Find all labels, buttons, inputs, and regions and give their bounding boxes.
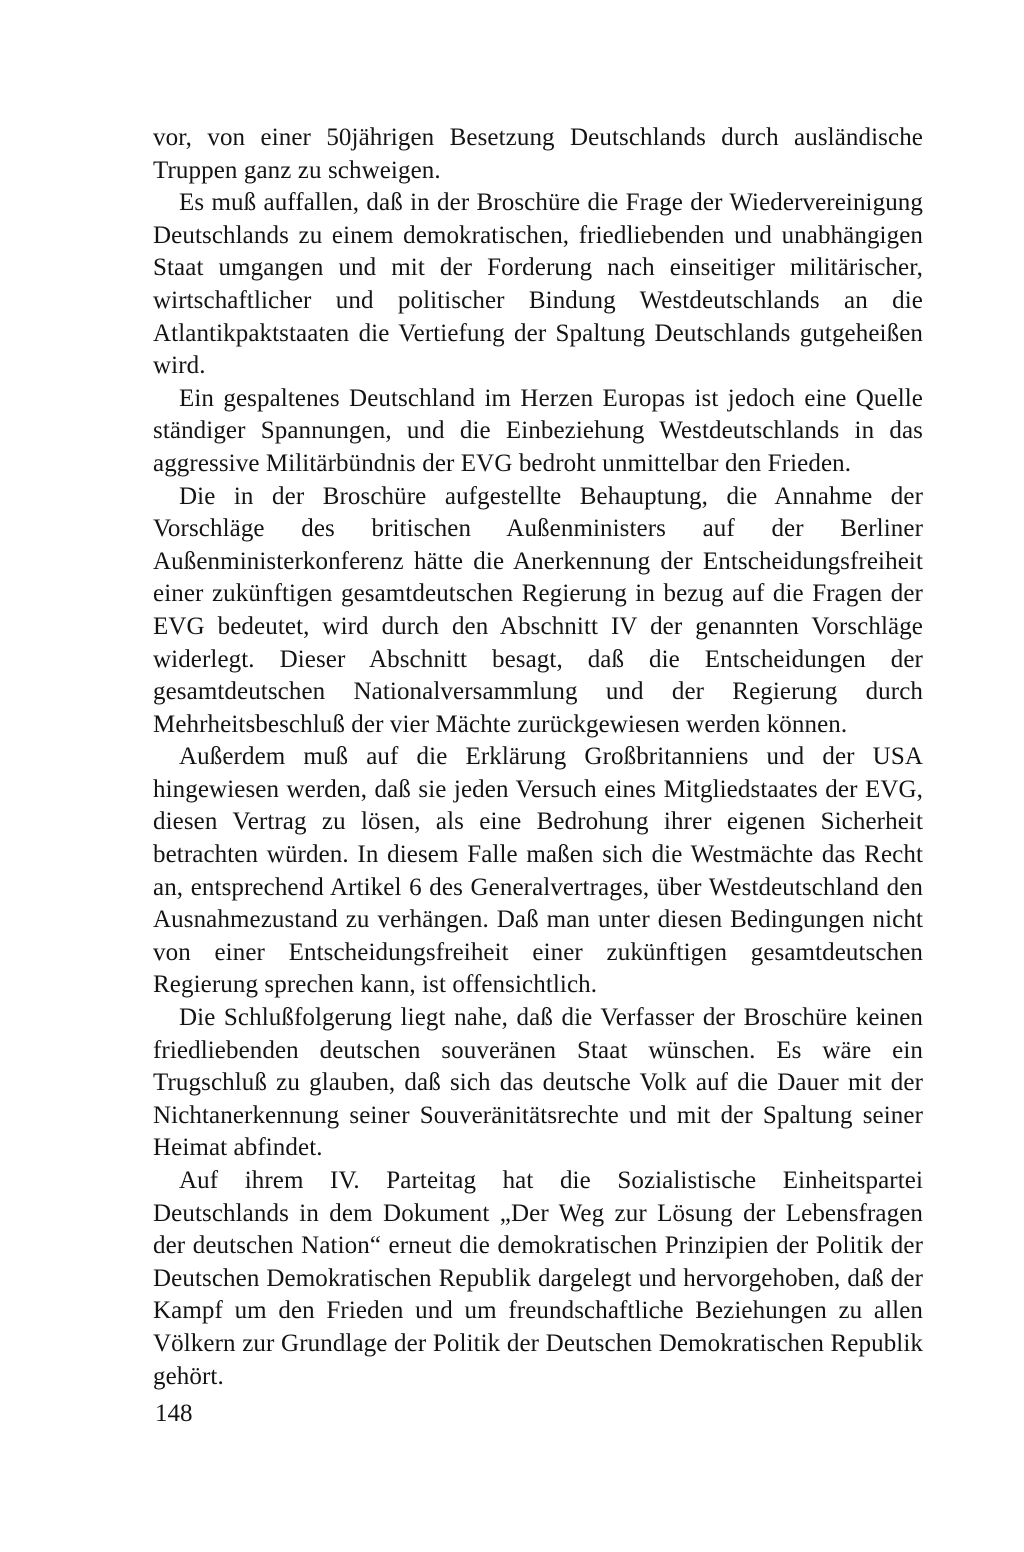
paragraph-continuation: vor, von einer 50jährigen Besetzung Deutschlands durch ausländische Truppen ganz zu schweigen. <box>153 124 923 184</box>
paragraph-declaration-uk-usa: Außerdem muß auf die Erklärung Großbritanniens und der USA hingewiesen werden, daß sie jeden Versuch eines Mitgliedstaates der EVG, diesen Vertrag zu lösen, als eine Bedrohung ihrer eigenen Sicherheit betrachten würden. In diesem Falle maßen sich die Westmächte das Recht an, entsprechend Artikel 6 des Generalvertrages, über Westdeutschland den Ausnahmezustand zu verhängen. Daß man unter diesen Bedingungen nicht von einer Entscheidungsfreiheit einer zukünftigen gesamtdeutschen Regierung sprechen kann, ist offensichtlich. <box>153 743 923 999</box>
paragraph-party-congress: Auf ihrem IV. Parteitag hat die Sozialistische Einheitspartei Deutschlands in dem Dokument „Der Weg zur Lösung der Lebensfragen der deutschen Nation“ erneut die demokratischen Prinzipien der Politik der Deutschen Demokratischen Republik dargelegt und hervorgehoben, daß der Kampf um den Frieden und um freundschaftliche Beziehungen zu allen Völkern zur Grundlage der Politik der Deutschen Demokratischen Republik gehört. <box>153 1167 923 1390</box>
page-number: 148 <box>155 1400 193 1427</box>
paragraph-brochure-question: Es muß auffallen, daß in der Broschüre die Frage der Wiedervereinigung Deutschlands zu einem demokratischen, friedliebenden und unabhängigen Staat umgangen und mit der Forderung nach einseitiger militärischer, wirtschaftlicher und politischer Bindung Westdeutschlands an die Atlantikpaktstaaten die Vertiefung der Spaltung Deutschlands gutgeheißen wird. <box>153 189 923 380</box>
paragraph-foreign-minister-proposals: Die in der Broschüre aufgestellte Behauptung, die Annahme der Vorschläge des britischen Außenministers auf der Berliner Außenministerkonferenz hätte die Anerkennung der Entscheidungsfreiheit einer zukünftigen gesamtdeutschen Regierung in bezug auf die Fragen der EVG bedeutet, wird durch den Abschnitt IV der genannten Vorschläge widerlegt. Dieser Abschnitt besagt, daß die Entscheidungen der gesamtdeutschen Nationalversammlung und der Regierung durch Mehrheitsbeschluß der vier Mächte zurückgewiesen werden können. <box>153 482 923 738</box>
paragraph-conclusion: Die Schlußfolgerung liegt nahe, daß die Verfasser der Broschüre keinen friedliebenden deutschen souveränen Staat wünschen. Es wäre ein Trugschluß zu glauben, daß sich das deutsche Volk auf die Dauer mit der Nichtanerkennung seiner Souveränitätsrechte und mit der Spaltung seiner Heimat abfindet. <box>153 1004 923 1162</box>
body-text <box>153 122 923 1393</box>
paragraph-divided-germany: Ein gespaltenes Deutschland im Herzen Europas ist jedoch eine Quelle ständiger Spannungen, und die Einbeziehung Westdeutschlands in das aggressive Militärbündnis der EVG bedroht unmittelbar den Frieden. <box>153 384 923 477</box>
